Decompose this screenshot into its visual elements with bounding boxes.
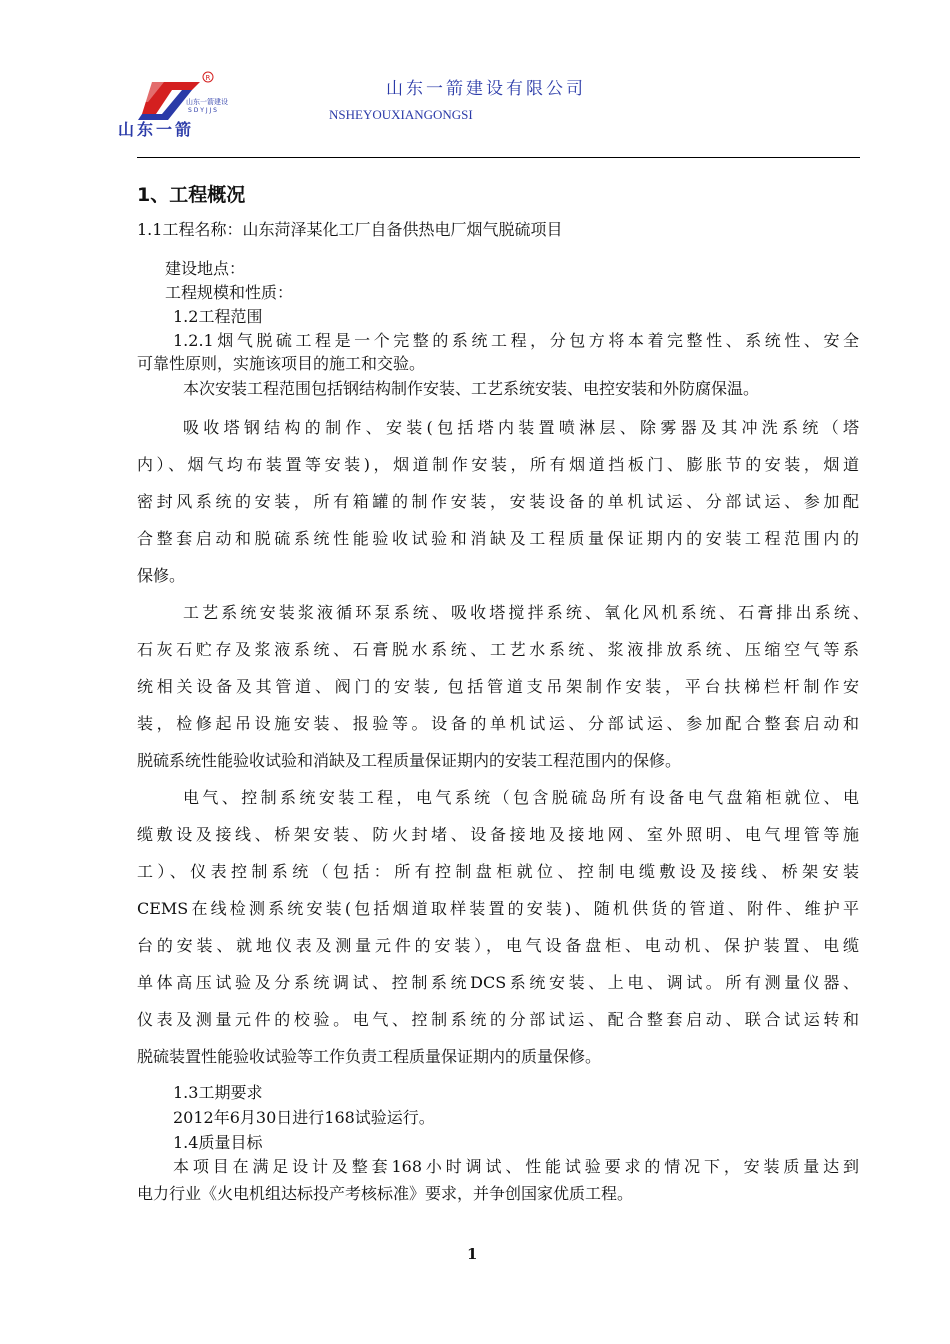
logo-latin-text: S D Y J J S: [188, 107, 217, 114]
quality-heading: 1.4质量目标: [173, 1133, 263, 1152]
schedule-heading: 1.3工期要求: [173, 1083, 263, 1102]
paragraph-line: 脱硫系统性能验收试验和消缺及工程质量保证期内的安装工程范围内的保修。: [137, 751, 682, 770]
logo-small-text: 山东一箭建设: [186, 98, 228, 106]
paragraph-line: 电气、控制系统安装工程，电气系统（包含脱硫岛所有设备电气盘箱柜就位、电: [183, 788, 859, 807]
paragraph-line: 工）、仪表控制系统（包括：所有控制盘柜就位、控制电缆敷设及接线、桥架安装: [137, 862, 859, 881]
paragraph-line: 吸收塔钢结构的制作、安装(包括塔内装置喷淋层、除雾器及其冲洗系统（塔: [183, 418, 859, 437]
quality-line: 电力行业《火电机组达标投产考核标准》要求，并争创国家优质工程。: [137, 1184, 634, 1203]
paragraph-line: 台的安装、就地仪表及测量元件的安装），电气设备盘柜、电动机、保护装置、电缆: [137, 936, 859, 955]
svg-text:R: R: [205, 74, 211, 82]
paragraph-line: 单体高压试验及分系统调试、控制系统DCS系统安装、上电、调试。所有测量仪器、: [137, 973, 859, 992]
paragraph-line: 统相关设备及其管道、阀门的安装, 包括管道支吊架制作安装，平台扶梯栏杆制作安: [137, 677, 859, 696]
paragraph-line: 1.2.1烟气脱硫工程是一个完整的系统工程，分包方将本着完整性、系统性、安全: [173, 331, 859, 350]
paragraph-line: 可靠性原则，实施该项目的施工和交验。: [137, 354, 426, 373]
header-divider: [137, 157, 860, 158]
scale-line: 工程规模和性质：: [165, 283, 294, 302]
paragraph-line: 本次安装工程范围包括钢结构制作安装、工艺系统安装、电控安装和外防腐保温。: [183, 379, 760, 398]
paragraph-line: 缆敷设及接线、桥架安装、防火封堵、设备接地及接地网、室外照明、电气埋管等施: [137, 825, 859, 844]
paragraph-line: 仪表及测量元件的校验。电气、控制系统的分部试运、配合整套启动、联合试运转和: [137, 1010, 859, 1029]
logo-text: 山东一箭: [118, 120, 195, 139]
page-number: 1: [467, 1245, 478, 1263]
paragraph-line: CEMS在线检测系统安装(包括烟道取样装置的安装)、随机供货的管道、附件、维护平: [137, 899, 859, 918]
paragraph-line: 工艺系统安装浆液循环泵系统、吸收塔搅拌系统、氧化风机系统、石膏排出系统、: [183, 603, 869, 622]
paragraph-line: 装，检修起吊设施安装、报验等。设备的单机试运、分部试运、参加配合整套启动和: [137, 714, 859, 733]
project-name-line: 1.1工程名称：山东菏泽某化工厂自备供热电厂烟气脱硫项目: [137, 220, 563, 239]
paragraph-line: 密封风系统的安装，所有箱罐的制作安装，安装设备的单机试运、分部试运、参加配: [137, 492, 859, 511]
location-line: 建设地点：: [165, 259, 246, 278]
section-title: 1、工程概况: [137, 184, 246, 206]
company-logo: [112, 68, 262, 138]
quality-line: 本项目在满足设计及整套168小时调试、性能试验要求的情况下，安装质量达到: [173, 1157, 859, 1176]
paragraph-line: 保修。: [137, 566, 186, 585]
scope-heading: 1.2工程范围: [173, 307, 263, 326]
paragraph-line: 脱硫装置性能验收试验等工作负责工程质量保证期内的质量保修。: [137, 1047, 602, 1066]
paragraph-line: 内）、烟气均布装置等安装)，烟道制作安装，所有烟道挡板门、膨胀节的安装，烟道: [137, 455, 859, 474]
company-name-cn: 山东一箭建设有限公司: [386, 79, 586, 99]
paragraph-line: 石灰石贮存及浆液系统、石膏脱水系统、工艺水系统、浆液排放系统、压缩空气等系: [137, 640, 859, 659]
company-name-en: NSHEYOUXIANGONGSI: [329, 107, 473, 122]
schedule-line: 2012年6月30日进行168试验运行。: [173, 1108, 435, 1127]
paragraph-line: 合整套启动和脱硫系统性能验收试验和消缺及工程质量保证期内的安装工程范围内的: [137, 529, 859, 548]
